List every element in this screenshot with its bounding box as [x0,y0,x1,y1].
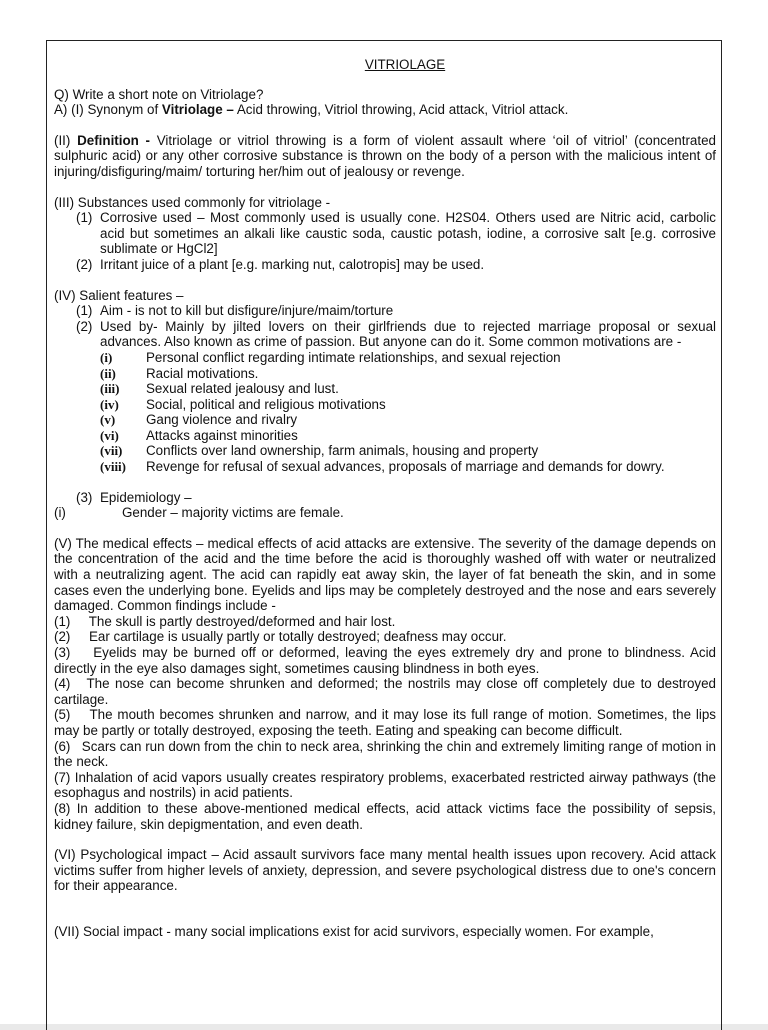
list-item [54,645,716,676]
list-item-text: Gender – majority victims are female. [122,505,344,521]
list-item-text: Corrosive used – Most commonly used is usually cone. H2S04. Others used are Nitric acid, carbolic acid but sometimes an alkali like caustic soda, caustic potash, iodine, a corrosive salt [e.g. corrosive sublimate or HgCl2] [100,210,716,257]
synonym-paragraph [54,102,716,118]
list-item-text: Revenge for refusal of sexual advances, proposals of marriage and demands for dowry. [146,459,665,475]
list-item-text: Irritant juice of a plant [e.g. marking nut, calotropis] may be used. [100,256,485,272]
list-item-number: (viii) [100,459,126,475]
substances-heading: (III) Substances used commonly for vitriolage - [54,194,331,210]
list-item [54,707,716,738]
list-item-text: Conflicts over land ownership, farm animals, housing and property [146,443,539,459]
list-item-text: (4) The nose can become shrunken and deformed; the nostrils may close off completely due to destroyed cartilage. [54,676,716,707]
definition-text: Vitriolage or vitriol throwing is a form of violent assault where ‘oil of vitriol’ (concentrated sulphuric acid) or any other corrosive substance is thrown on the body of a person with the malicious intent of injuring/disfiguring/maim/ torturing her/him out of jealousy or revenge. [54,132,716,179]
list-item [54,257,716,273]
list-item-number: (i) [100,349,113,365]
list-item [54,366,716,382]
list-item-text: Gang violence and rivalry [146,412,298,428]
list-item [54,459,716,475]
psychological-paragraph: (VI) Psychological impact – Acid assault survivors face many mental health issues upon recovery. Acid attack victims suffer from higher levels of anxiety, depression, and severe psychological distress due to one's concern for their appearance. [54,847,716,894]
synonym-text: Acid throwing, Vitriol throwing, Acid attack, Vitriol attack. [233,102,569,118]
list-item-number: (ii) [100,365,116,381]
definition-paragraph [54,133,716,180]
list-item [54,770,716,801]
salient-heading: (IV) Salient features – [54,287,184,303]
medical-intro: (V) The medical effects – medical effects of acid attacks are extensive. The severity of the damage depends on the concentration of the acid and the time before the acid is thoroughly washed off with water or neutralized with a neutralizing agent. The acid can rapidly eat away skin, the layer of fat beneath the skin, and in some cases even the underlying bone. Eyelids and lips may be completely destroyed and the nose and ears severely damaged. Common findings include - [54,535,716,614]
list-item [54,428,716,444]
list-item [54,210,716,257]
social-paragraph: (VII) Social impact - many social implications exist for acid survivors, especially women. For example, [54,923,654,939]
list-item-number: (vii) [100,443,123,459]
list-item-number: (1) [76,303,93,319]
list-item-text: Racial motivations. [146,365,259,381]
list-item [54,739,716,770]
list-item-number: (2) [76,256,93,272]
list-item-number: (i) [54,505,66,521]
definition-prefix: (II) [54,132,78,148]
list-item [54,303,716,319]
list-item-text: Used by- Mainly by jilted lovers on their girlfriends due to rejected marriage proposal or sexual advances. Also known as crime of passion. But anyone can do it. Some common motivations are - [100,318,716,350]
salient-list [54,303,716,350]
document-content [54,57,716,940]
list-item [54,397,716,413]
epidemiology-heading [54,490,716,506]
list-item-text: (2) Ear cartilage is usually partly or totally destroyed; deafness may occur. [54,629,507,645]
list-item-text: Aim - is not to kill but disfigure/injure/maim/torture [100,303,394,319]
synonym-term: Vitriolage – [161,102,234,118]
medical-findings-list [54,614,716,832]
list-item-text: Social, political and religious motivations [146,396,386,412]
list-item-number: (1) [76,210,93,226]
list-item [54,801,716,832]
list-item-text: Epidemiology – [100,489,192,505]
list-item-text: Personal conflict regarding intimate relationships, and sexual rejection [146,349,561,365]
list-item [54,381,716,397]
list-item-text: (3) Eyelids may be burned off or deformed, leaving the eyes extremely dry and prone to blindness. Acid directly in the eye also damages sight, sometimes causing blindness in both eyes. [54,645,716,676]
question-text: Q) Write a short note on Vitriolage? [54,86,264,102]
synonym-prefix: A) (I) Synonym of [54,102,162,118]
motivations-list [54,350,716,475]
list-item-number: (3) [76,489,93,505]
list-item [54,676,716,707]
list-item-text: (5) The mouth becomes shrunken and narrow, and it may lose its full range of motion. Sometimes, the lips may be partly or totally destroyed, exposing the teeth. Eating and speaking can become difficult. [54,707,716,738]
list-item-number: (v) [100,412,116,428]
list-item-text: (1) The skull is partly destroyed/deformed and hair lost. [54,613,396,629]
list-item-text: (8) In addition to these above-mentioned medical effects, acid attack victims face the possibility of sepsis, kidney failure, skin depigmentation, and even death. [54,800,716,832]
list-item [54,319,716,350]
list-item-number: (iv) [100,396,119,412]
list-item [54,350,716,366]
list-item-text: (6) Scars can run down from the chin to neck area, shrinking the chin and extremely limiting range of motion in the neck. [54,738,716,770]
list-item-text: Sexual related jealousy and lust. [146,381,339,397]
gender-item [54,505,716,521]
list-item-number: (2) [76,318,93,334]
list-item-text: (7) Inhalation of acid vapors usually creates respiratory problems, exacerbated restricted airway pathways (the esophagus and nostrils) in acid patients. [54,769,716,801]
list-item-number: (iii) [100,381,120,397]
list-item [54,629,716,645]
list-item-number: (vi) [100,427,119,443]
document-title: VITRIOLAGE [364,57,446,72]
list-item-text: Attacks against minorities [146,427,298,443]
list-item [54,614,716,630]
list-item [54,412,716,428]
definition-term: Definition - [77,132,151,148]
list-item [54,443,716,459]
substances-list [54,210,716,272]
